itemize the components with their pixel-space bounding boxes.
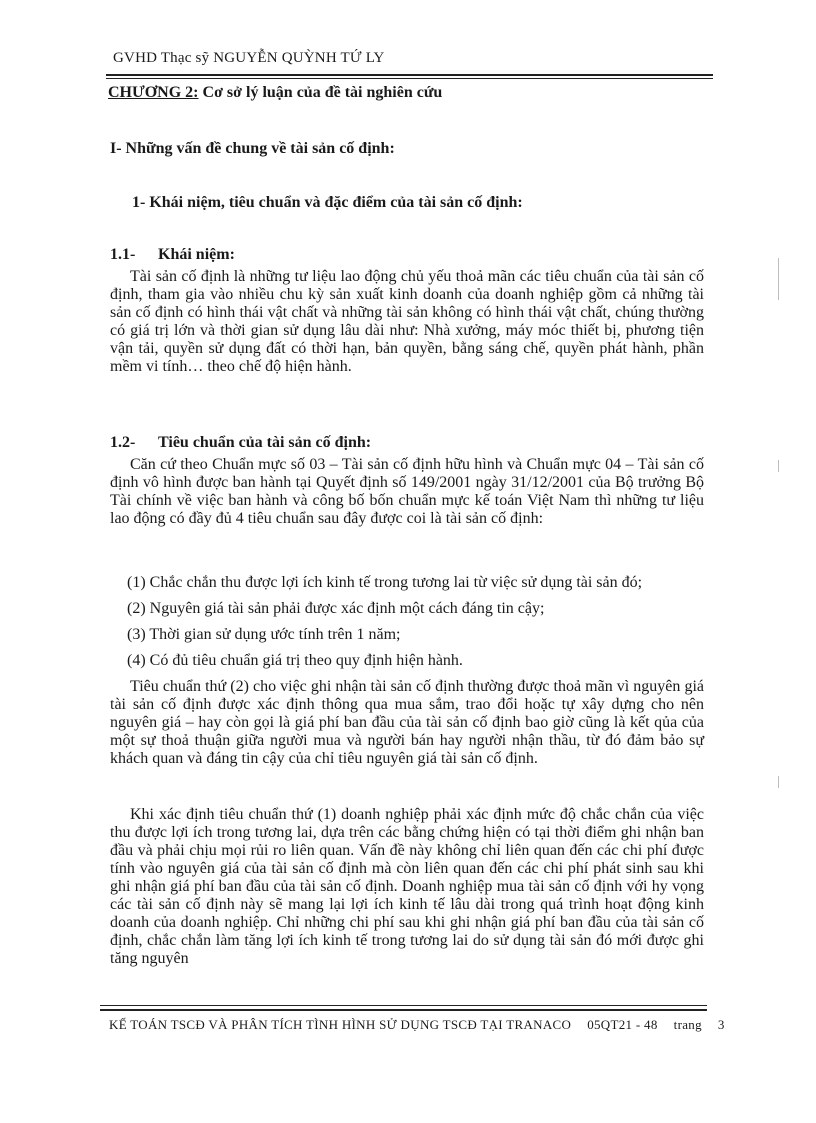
chapter-title: Cơ sở lý luận của đề tài nghiên cứu [202, 84, 443, 101]
heading-number: 1.2- [110, 434, 136, 451]
section-heading: I- Những vấn đề chung về tài sản cố định: [110, 140, 395, 157]
footer-page-number: 3 [717, 1017, 725, 1032]
criteria-item: (1) Chắc chắn thu được lợi ích kinh tế trong tương lai từ việc sử dụng tài sản đó; [127, 574, 643, 591]
scan-artifact-line [778, 258, 779, 300]
page-footer [109, 1017, 729, 1033]
footer-code: 05QT21 - 48 [587, 1017, 658, 1032]
paragraph-criteria-intro: Căn cứ theo Chuẩn mực số 03 – Tài sản cố định hữu hình và Chuẩn mực 04 – Tài sản cố định vô hình được ban hành tại Quyết định số 149/2001 ngày 31/12/2001 của Bộ trưởng Bộ Tài chính về việc ban hành và công bố bốn chuẩn mực kế toán Việt Nam thì những tư liệu lao động có đầy đủ 4 tiêu chuẩn sau đây được coi là tài sản cố định: [110, 456, 704, 527]
criteria-item: (3) Thời gian sử dụng ước tính trên 1 năm; [127, 626, 401, 643]
page-header: GVHD Thạc sỹ NGUYỄN QUỲNH TỨ LY [113, 50, 385, 66]
heading-1-1 [110, 246, 235, 264]
header-rule-thick [106, 74, 713, 76]
paragraph-criterion-2: Tiêu chuẩn thứ (2) cho việc ghi nhận tài sản cố định thường được thoả mãn vì nguyên giá tài sản cố định được xác định thông qua mua sắm, trao đổi hoặc tự xây dựng cho nên nguyên giá – hay còn gọi là giá phí ban đầu của tài sản cố định bao giờ cũng là kết qủa của một sự thoả thuận giữa người mua và người bán hay người nhận thầu, từ đó đảm bảo sự khách quan và đáng tin cậy của chỉ tiêu nguyên giá tài sản cố định. [110, 678, 704, 767]
footer-page-label: trang [673, 1017, 702, 1032]
chapter-label: CHƯƠNG 2: [108, 84, 199, 101]
paragraph-criterion-1: Khi xác định tiêu chuẩn thứ (1) doanh nghiệp phải xác định mức độ chắc chắn của việc thu được lợi ích trong tương lai, dựa trên các bằng chứng hiện có tại thời điểm ghi nhận ban đầu và phải chịu mọi rủi ro liên quan. Vấn đề này không chỉ liên quan đến các chi phí được tính vào nguyên giá của tài sản cố định mà còn liên quan đến các chi phí phát sinh sau khi ghi nhận giá phí ban đầu của tài sản cố định. Doanh nghiệp mua tài sản cố định với hy vọng các tài sản cố định này sẽ mang lại lợi ích kinh tế lâu dài trong quá trình hoạt động kinh doanh của doanh nghiệp. Chỉ những chi phí sau khi ghi nhận giá phí ban đầu của tài sản cố định, chắc chắn làm tăng lợi ích kinh tế trong tương lai do sử dụng tài sản đó mới được ghi tăng nguyên [110, 806, 704, 967]
criteria-item: (4) Có đủ tiêu chuẩn giá trị theo quy định hiện hành. [127, 652, 463, 669]
subsection-heading: 1- Khái niệm, tiêu chuẩn và đặc điểm của tài sản cố định: [132, 194, 523, 211]
heading-1-2 [110, 434, 371, 452]
footer-rule-thick [100, 1009, 707, 1011]
scan-artifact-line [778, 460, 779, 472]
chapter-heading [108, 84, 442, 102]
paragraph-definition: Tài sản cố định là những tư liệu lao động chủ yếu thoả mãn các tiêu chuẩn của tài sản cố định, tham gia vào nhiều chu kỳ sản xuất kinh doanh của doanh nghiệp gồm cả những tài sản cố định có hình thái vật chất và những tài sản không có hình thái vật chất, chúng thường có giá trị lớn và thời gian sử dụng lâu dài như: Nhà xưởng, máy móc thiết bị, phương tiện vận tải, quyền sử dụng đất có thời hạn, bản quyền, bằng sáng chế, quyền phát hành, phần mềm vi tính… theo chế độ hiện hành. [110, 268, 704, 375]
header-rule-thin [106, 78, 713, 79]
heading-title: Tiêu chuẩn của tài sản cố định: [158, 434, 372, 451]
heading-number: 1.1- [110, 246, 136, 263]
scan-artifact-line [778, 776, 779, 788]
footer-title: KẾ TOÁN TSCĐ VÀ PHÂN TÍCH TÌNH HÌNH SỬ DỤNG TSCĐ TẠI TRANACO [109, 1017, 572, 1032]
criteria-item: (2) Nguyên giá tài sản phải được xác định một cách đáng tin cậy; [127, 600, 545, 617]
footer-rule-thin [100, 1005, 707, 1006]
heading-title: Khái niệm: [158, 246, 235, 263]
